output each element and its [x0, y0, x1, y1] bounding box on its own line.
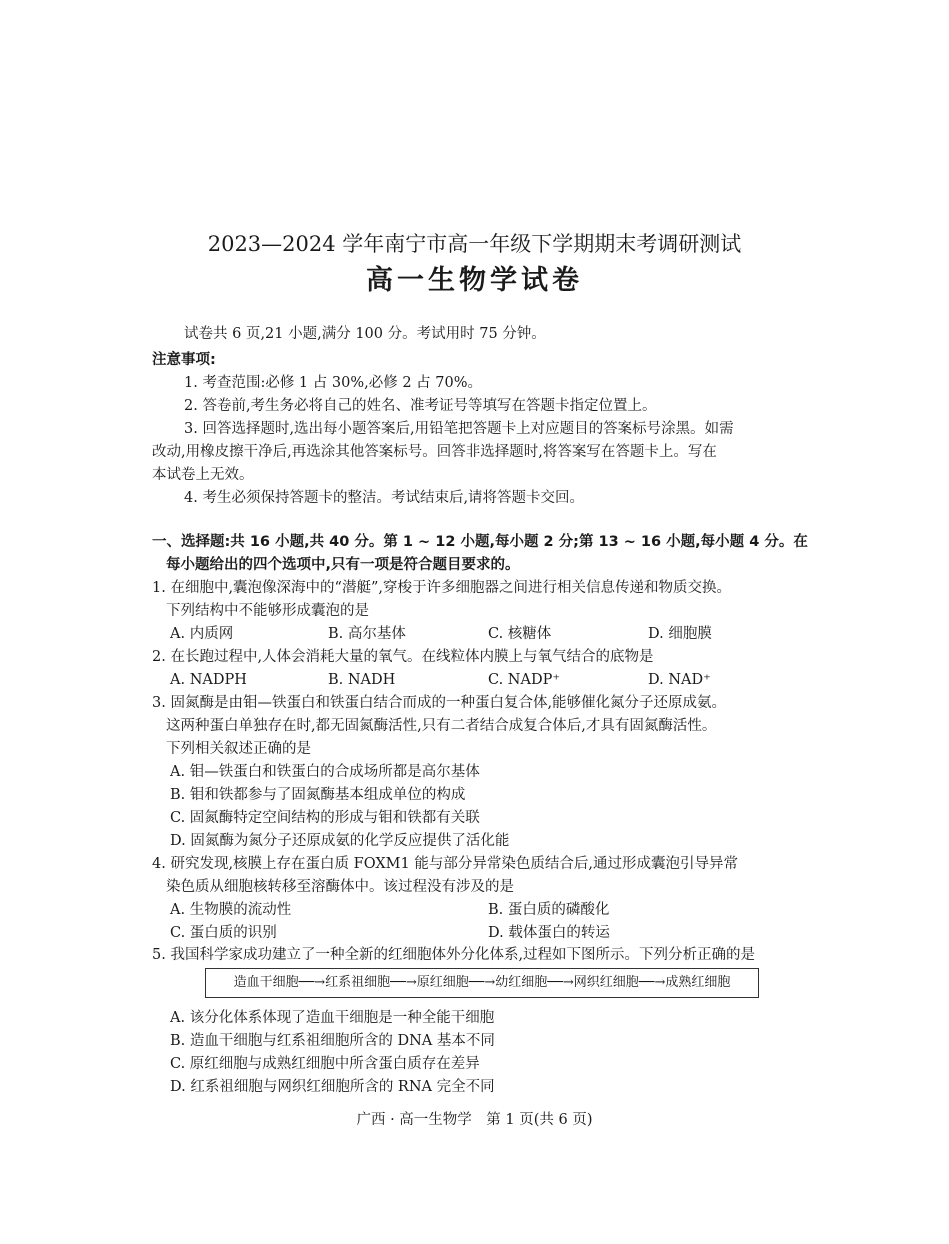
note-item: 2. 答卷前,考生务必将自己的姓名、准考证号等填写在答题卡指定位置上。 — [184, 398, 657, 414]
note-item: 4. 考生必须保持答题卡的整洁。考试结束后,请将答题卡交回。 — [184, 490, 585, 506]
q2-option-d: D. NAD⁺ — [648, 672, 711, 688]
q3-option-c: C. 固氮酶特定空间结构的形成与钼和铁都有关联 — [170, 810, 480, 826]
question-3-cont: 下列相关叙述正确的是 — [166, 741, 311, 757]
intro-text: 试卷共 6 页,21 小题,满分 100 分。考试用时 75 分钟。 — [184, 326, 546, 342]
note-item: 1. 考查范围:必修 1 占 30%,必修 2 占 70%。 — [184, 375, 482, 391]
question-3-cont: 这两种蛋白单独存在时,都无固氮酶活性,只有二者结合成复合体后,才具有固氮酶活性。 — [166, 718, 717, 734]
q3-option-a: A. 钼—铁蛋白和铁蛋白的合成场所都是高尔基体 — [170, 764, 480, 780]
question-5: 5. 我国科学家成功建立了一种全新的红细胞体外分化体系,过程如下图所示。下列分析正确的是 — [152, 947, 756, 963]
q5-option-b: B. 造血干细胞与红系祖细胞所含的 DNA 基本不同 — [170, 1033, 495, 1049]
notes-heading: 注意事项: — [152, 352, 216, 368]
section-heading: 一、选择题:共 16 小题,共 40 分。第 1 ~ 12 小题,每小题 2 分;第 13 ~ 16 小题,每小题 4 分。在 — [152, 534, 808, 550]
question-1-cont: 下列结构中不能够形成囊泡的是 — [166, 603, 369, 619]
exam-title: 2023—2024 学年南宁市高一年级下学期期末考调研测试 — [207, 232, 742, 256]
question-3: 3. 固氮酶是由钼—铁蛋白和铁蛋白结合而成的一种蛋白复合体,能够催化氮分子还原成氨。 — [152, 695, 727, 711]
question-1: 1. 在细胞中,囊泡像深海中的“潜艇”,穿梭于许多细胞器之间进行相关信息传递和物质交换。 — [152, 580, 731, 596]
question-4: 4. 研究发现,核膜上存在蛋白质 FOXM1 能与部分异常染色质结合后,通过形成囊泡引导异常 — [152, 856, 738, 872]
subject-title: 高一生物学试卷 — [366, 265, 583, 296]
q2-option-c: C. NADP⁺ — [488, 672, 560, 688]
q3-option-d: D. 固氮酶为氮分子还原成氨的化学反应提供了活化能 — [170, 833, 510, 849]
q1-option-a: A. 内质网 — [170, 626, 234, 642]
note-item: 本试卷上无效。 — [152, 467, 254, 483]
q2-option-a: A. NADPH — [170, 672, 247, 688]
differentiation-flow-diagram: 造血干细胞──→红系祖细胞──→原红细胞──→幼红细胞──→网织红细胞──→成熟红细胞 — [205, 968, 759, 998]
q5-option-c: C. 原红细胞与成熟红细胞中所含蛋白质存在差异 — [170, 1056, 480, 1072]
q5-option-d: D. 红系祖细胞与网织红细胞所含的 RNA 完全不同 — [170, 1079, 495, 1095]
question-4-cont: 染色质从细胞核转移至溶酶体中。该过程没有涉及的是 — [166, 879, 514, 895]
q4-option-d: D. 载体蛋白的转运 — [488, 925, 610, 941]
page-footer: 广西 · 高一生物学 第 1 页(共 6 页) — [356, 1112, 593, 1128]
q4-option-a: A. 生物膜的流动性 — [170, 902, 292, 918]
q3-option-b: B. 钼和铁都参与了固氮酶基本组成单位的构成 — [170, 787, 466, 803]
q2-option-b: B. NADH — [328, 672, 396, 688]
q4-option-c: C. 蛋白质的识别 — [170, 925, 277, 941]
note-item: 改动,用橡皮擦干净后,再选涂其他答案标号。回答非选择题时,将答案写在答题卡上。写在 — [152, 444, 717, 460]
q4-option-b: B. 蛋白质的磷酸化 — [488, 902, 610, 918]
q1-option-b: B. 高尔基体 — [328, 626, 406, 642]
q1-option-c: C. 核糖体 — [488, 626, 552, 642]
section-heading-cont: 每小题给出的四个选项中,只有一项是符合题目要求的。 — [166, 557, 520, 573]
q5-option-a: A. 该分化体系体现了造血干细胞是一种全能干细胞 — [170, 1010, 495, 1026]
question-2: 2. 在长跑过程中,人体会消耗大量的氧气。在线粒体内膜上与氧气结合的底物是 — [152, 649, 654, 665]
note-item: 3. 回答选择题时,选出每小题答案后,用铅笔把答题卡上对应题目的答案标号涂黑。如需 — [184, 421, 734, 437]
q1-option-d: D. 细胞膜 — [648, 626, 712, 642]
